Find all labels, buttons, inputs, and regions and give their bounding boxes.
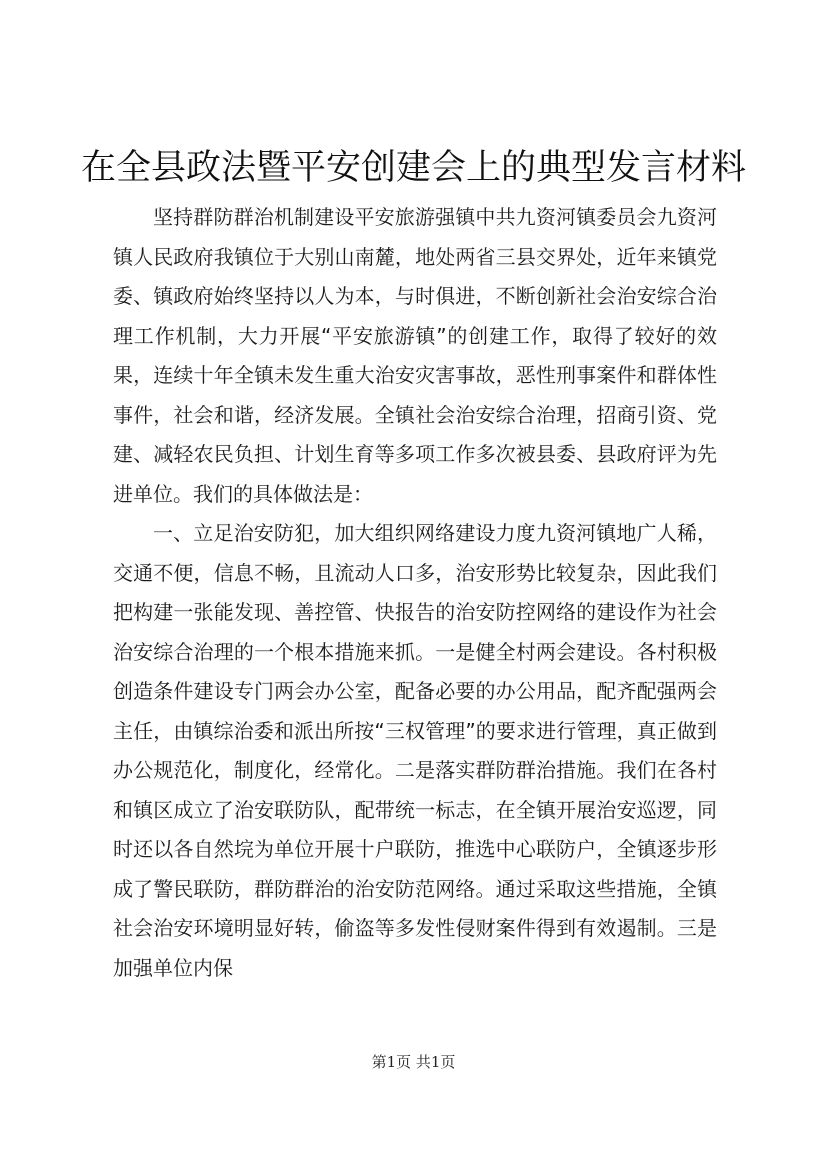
body-paragraph: 一、立足治安防犯，加大组织网络建设力度九资河镇地广人稀，交通不便，信息不畅，且流动人口多，治安形势比较复杂，因此我们把构建一张能发现、善控管、快报告的治安防控网络的建设作为社会治安综合治理的一个根本措施来抓。一是健全村两会建设。各村积极创造条件建设专门两会办公室，配备必要的办公用品，配齐配强两会主任，由镇综治委和派出所按“三权管理”的要求进行管理，真正做到办公规范化，制度化，经常化。二是落实群防群治措施。我们在各村和镇区成立了治安联防队，配带统一标志，在全镇开展治安巡逻，同时还以各自然垸为单位开展十户联防，推选中心联防户，全镇逐步形成了警民联防，群防群治的治安防范网络。通过采取这些措施，全镇社会治安环境明显好转，偷盗等多发性侵财案件得到有效遏制。三是加强单位内保	[113, 521, 717, 980]
document-body	[113, 198, 717, 988]
page-footer: 第1页 共1页	[371, 1053, 456, 1071]
document-title: 在全县政法暨平安创建会上的典型发言材料	[80, 148, 746, 188]
body-paragraph: 坚持群防群治机制建设平安旅游强镇中共九资河镇委员会九资河镇人民政府我镇位于大别山南麓，地处两省三县交界处，近年来镇党委、镇政府始终坚持以人为本，与时俱进，不断创新社会治安综合治理工作机制，大力开展“平安旅游镇”的创建工作，取得了较好的效果，连续十年全镇未发生重大治安灾害事故，恶性刑事案件和群体性事件，社会和谐，经济发展。全镇社会治安综合治理，招商引资、党建、减轻农民负担、计划生育等多项工作多次被县委、县政府评为先进单位。我们的具体做法是：	[113, 205, 717, 506]
